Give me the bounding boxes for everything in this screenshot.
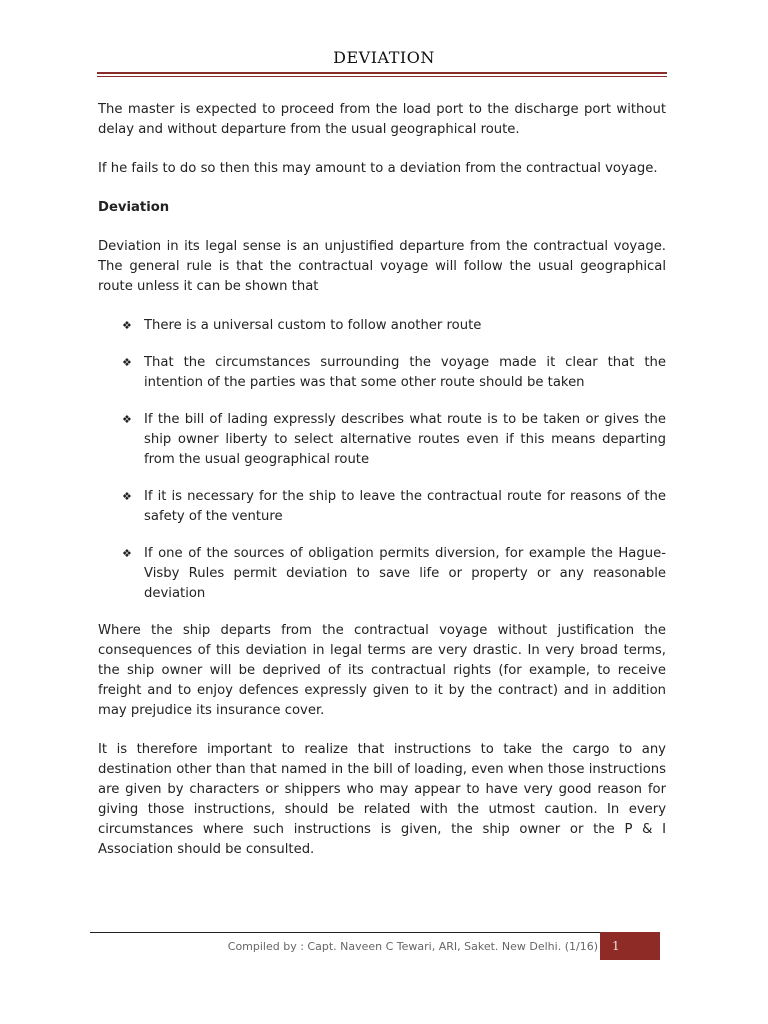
diamond-bullet-icon: ❖ (122, 490, 132, 503)
footer-credit: Compiled by : Capt. Naveen C Tewari, ARI, Saket. New Delhi. (1/16) (227, 940, 598, 953)
paragraph-definition: Deviation in its legal sense is an unjustified departure from the contractual voyage. The general rule is that the contractual voyage will follow the usual geographical route unless it can be shown that (98, 239, 666, 294)
diamond-bullet-icon: ❖ (122, 547, 132, 560)
list-item-text: If the bill of lading expressly describes what route is to be taken or gives the ship owner liberty to select alternative routes even if this means departing from the usual geographical route (144, 412, 666, 467)
list-item-text: That the circumstances surrounding the voyage made it clear that the intention of the parties was that some other route should be taken (144, 355, 666, 390)
document-body (98, 100, 666, 879)
list-item (98, 353, 666, 393)
diamond-bullet-icon: ❖ (122, 413, 132, 426)
list-item (98, 487, 666, 527)
header-rule (97, 72, 667, 77)
paragraph-failure: If he fails to do so then this may amount to a deviation from the contractual voyage. (98, 161, 658, 176)
list-item-text: There is a universal custom to follow another route (144, 318, 482, 333)
paragraph-consequences: Where the ship departs from the contractual voyage without justification the consequences of this deviation in legal terms are very drastic. In very broad terms, the ship owner will be deprived of its contractual rights (for example, to receive freight and to enjoy defences expressly given to it by the contract) and in addition may prejudice its insurance cover. (98, 623, 666, 718)
footer-rule (90, 932, 660, 933)
paragraph-intro: The master is expected to proceed from the load port to the discharge port without delay and without departure from the usual geographical route. (98, 102, 666, 137)
paragraph-caution: It is therefore important to realize that instructions to take the cargo to any destination other than that named in the bill of loading, even when those instructions are given by characters or shippers who may appear to have very good reason for giving those instructions, should be related with the utmost caution. In every circumstances where such instructions is given, the ship owner or the P & I Association should be consulted. (98, 742, 666, 857)
page-number: 1 (600, 932, 660, 960)
page-title: DEVIATION (333, 48, 435, 67)
list-item (98, 544, 666, 604)
list-item-text: If one of the sources of obligation permits diversion, for example the Hague-Visby Rules permit deviation to save life or property or any reasonable deviation (144, 546, 666, 601)
list-item (98, 410, 666, 470)
section-heading: Deviation (98, 200, 170, 215)
diamond-bullet-icon: ❖ (122, 319, 132, 332)
list-item (98, 316, 666, 336)
list-item-text: If it is necessary for the ship to leave the contractual route for reasons of the safety of the venture (144, 489, 666, 524)
bullet-list (98, 316, 666, 604)
diamond-bullet-icon: ❖ (122, 356, 132, 369)
